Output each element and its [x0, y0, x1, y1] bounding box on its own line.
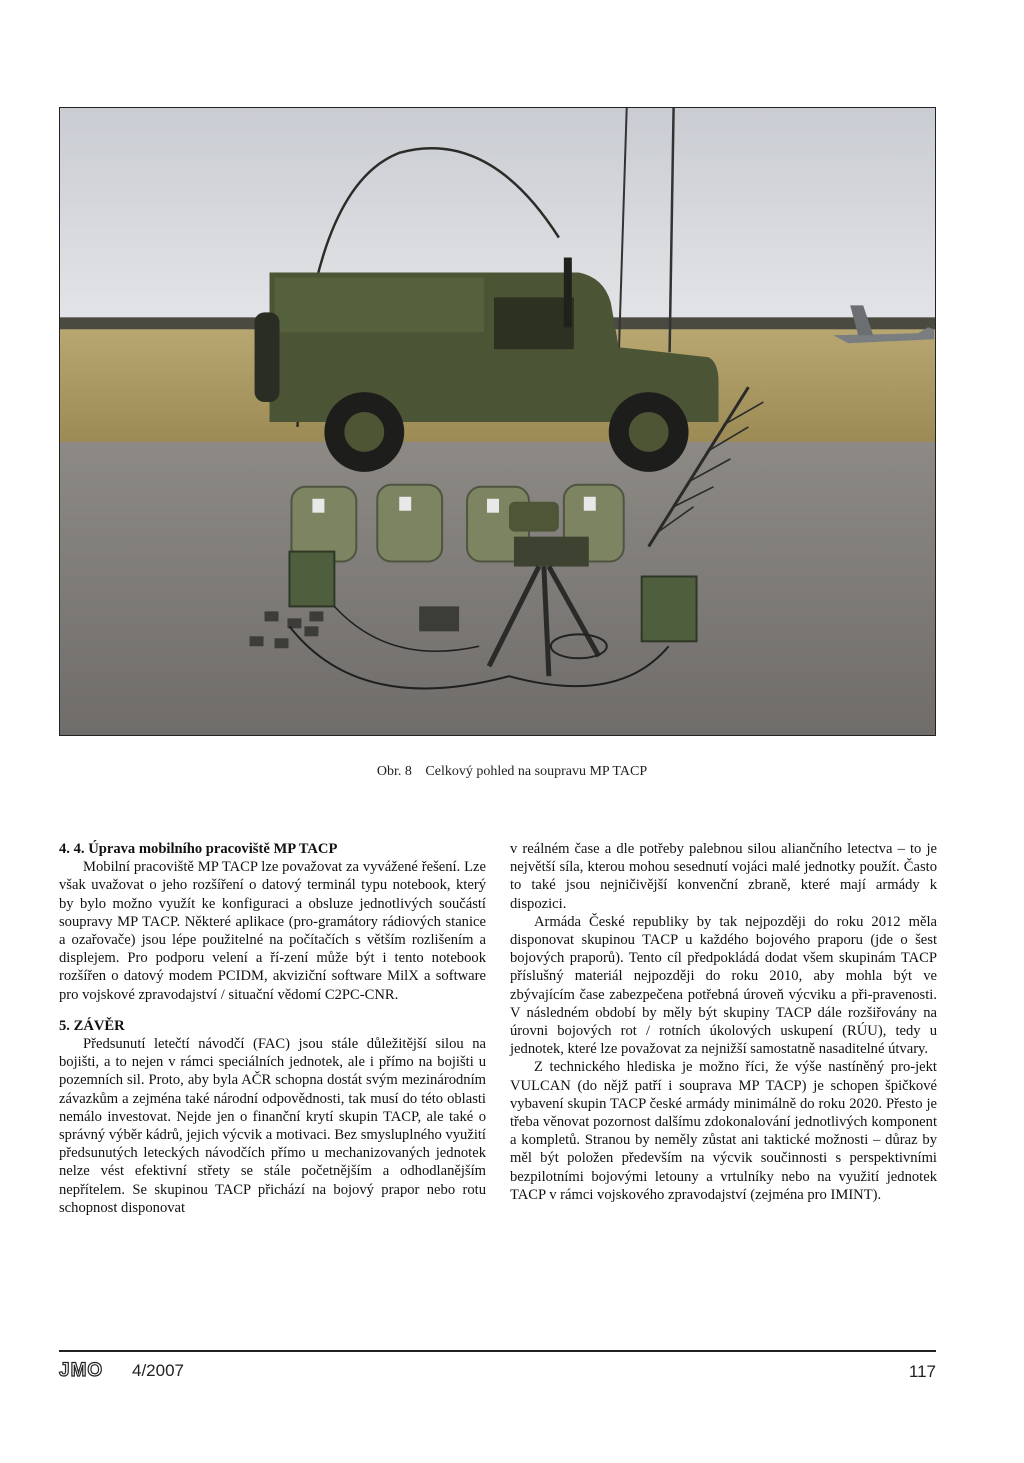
mp-tacp-equipment-illustration: [60, 108, 935, 735]
conclusion-paragraph-1-continued: v reálném čase a dle potřeby palebnou silou aliančního letectva – to je největší síla, kterou mohou sesednutí vojáci malé jednotky použít. Často to také jsou nejničivější konvenční zbraně, které mají armády k dispozici.: [510, 841, 937, 912]
journal-logo: JMO: [59, 1360, 104, 1381]
footer-rule: [59, 1350, 936, 1352]
section-5-heading: 5. ZÁVĚR: [59, 1017, 125, 1034]
conclusion-paragraph-3: Z technického hlediska je možno říci, že výše nastíněný pro-jekt VULCAN (do nějž patří i souprava MP TACP) je schopen špičkové vybavení skupin TACP české armády minimálně do roku 2020. Přesto je třeba věnovat pozornost dalšímu zdokonalování jednotlivých komponent a kompletů. Stranou by neměly zůstat ani taktické možnosti – důraz by měl být položen především na výcvik součinnosti s perspektivními bezpilotními bojovými letouny a vrtulníky nebo na využití jednotek TACP v rámci vojskového zpravodajství (zejména pro IMINT).: [510, 1059, 937, 1203]
right-column: [510, 840, 937, 1204]
caption-number: Obr. 8: [376, 764, 412, 779]
section-4-4-paragraph: Mobilní pracoviště MP TACP lze považovat za vyvážené řešení. Lze však uvažovat o jeho rozšíření o datový terminál typu notebook, který by bylo možno využít ke konfiguraci a obsluze jednotlivých součástí soupravy MP TACP. Některé aplikace (pro-gramátory rádiových stanice a ozařovače) jsou lépe použitelné na počítačích s větším rozlišením a displejem. Pro podporu velení a ří-zení může být i tento notebook rozšířen o datový modem PCIDM, akviziční software MilX a software pro vojskové zpravodajství / situační vědomí C2PC-CNR.: [59, 859, 486, 1003]
figure-photo: [59, 107, 936, 736]
figure-caption: [0, 764, 1024, 780]
conclusion-paragraph-1: Předsunutí letečtí návodčí (FAC) jsou stále důležitější silou na bojišti, a to nejen v rámci speciálních jednotek, ale i přímo na bojišti u pozemních sil. Proto, aby byla AČR schopna dostát svým mezinárodním závazkům a zejména také národní odpovědnosti, tak musí do této oblasti nemálo investovat. Nejde jen o finanční krytí skupin TACP, ale také o správný výběr kádrů, jejich výcvik a motivaci. Bez smysluplného využití předsunutých leteckých návodčích přímo u mechanizovaných jednotek nelze vést efektivní střety se stále početnějším a odhodlanějším nepřítelem. Se skupinou TACP přichází na bojový prapor nebo rotu schopnost disponovat: [59, 1036, 486, 1216]
issue-number: 4/2007: [132, 1361, 184, 1380]
section-4-4-heading: 4. 4. Úprava mobilního pracoviště MP TACP: [59, 841, 338, 857]
page-number: 117: [908, 1362, 936, 1381]
caption-text: Celkový pohled na soupravu MP TACP: [425, 764, 648, 779]
conclusion-paragraph-2: Armáda České republiky by tak nejpozději do roku 2012 měla disponovat skupinou TACP u každého bojového praporu (jde o šest bojových praporů). Tento cíl předpokládá dodat všem skupinám TACP příslušný materiál nejpozději do roku 2010, aby mohla být ve zbývajícím čase zabezpečena potřebná úroveň výcviku a při-pravenosti. V následném období by měly být skupiny TACP dále rozšiřovány na úrovni bojových rot / rotních úkolových uskupení (RÚU), tedy u jednotek, které lze považovat za nejnižší samostatně nasaditelné útvary.: [510, 913, 937, 1058]
left-column: [59, 840, 486, 1217]
